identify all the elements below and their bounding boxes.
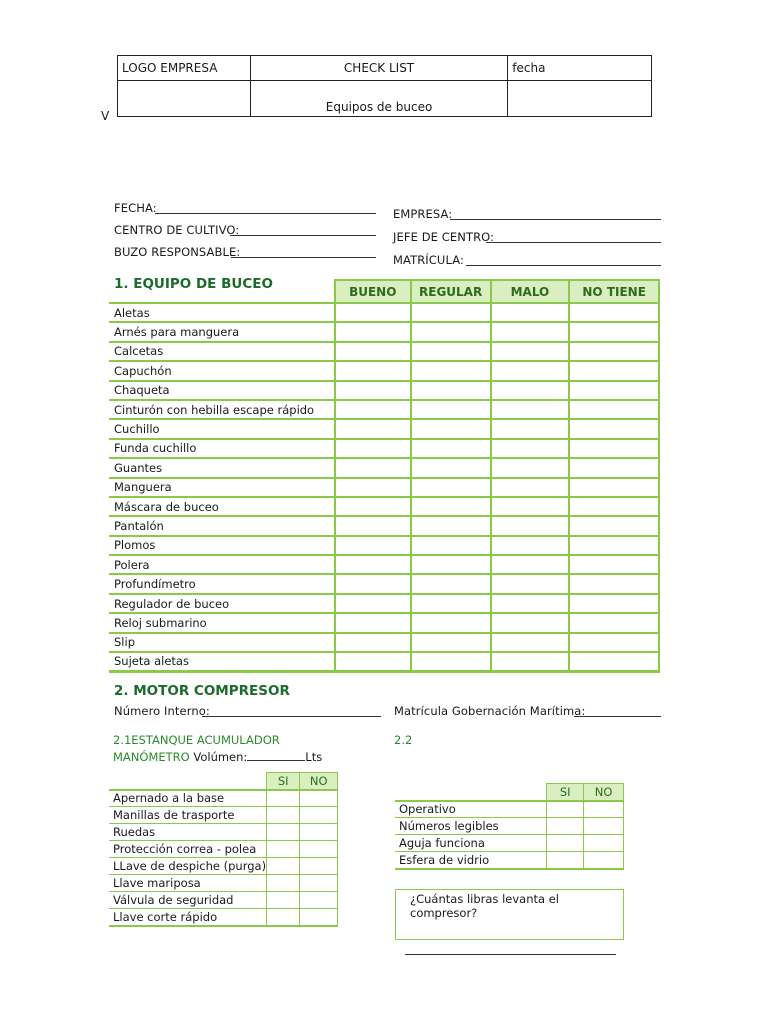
rating-cell[interactable] — [491, 536, 570, 555]
equipment-item-label: Cuchillo — [109, 419, 335, 438]
col-malo: MALO — [491, 280, 570, 303]
table-row — [109, 555, 659, 574]
rating-cell[interactable] — [411, 574, 491, 593]
rating-cell[interactable] — [411, 361, 491, 380]
rating-cell[interactable] — [411, 497, 491, 516]
equipment-item-label: Sujeta aletas — [109, 652, 335, 671]
rating-cell[interactable] — [569, 516, 659, 535]
col-no: NO — [300, 773, 338, 790]
rating-cell[interactable] — [569, 322, 659, 341]
rating-cell[interactable] — [569, 633, 659, 652]
checklist-title: CHECK LIST — [250, 56, 507, 81]
section2-title: 2. MOTOR COMPRESOR — [114, 683, 290, 699]
si-cell[interactable] — [267, 875, 300, 892]
rating-cell[interactable] — [411, 652, 491, 671]
rating-cell[interactable] — [569, 458, 659, 477]
buzo-field[interactable] — [231, 257, 376, 258]
logo-area — [118, 81, 251, 117]
equipment-item-label: Capuchón — [109, 361, 335, 380]
no-cell[interactable] — [584, 852, 624, 869]
centro-label: CENTRO DE CULTIVO: — [114, 223, 240, 237]
no-cell[interactable] — [584, 835, 624, 852]
check-item-label: Llave mariposa — [109, 875, 267, 892]
rating-cell[interactable] — [569, 478, 659, 497]
rating-cell[interactable] — [411, 633, 491, 652]
name-header — [109, 280, 335, 303]
rating-cell[interactable] — [491, 497, 570, 516]
no-cell[interactable] — [300, 807, 338, 824]
rating-cell[interactable] — [569, 342, 659, 361]
rating-cell[interactable] — [335, 303, 411, 322]
table-row — [109, 594, 659, 613]
table-row — [109, 303, 659, 322]
numero-interno-label: Número Interno: — [114, 704, 210, 718]
rating-cell[interactable] — [491, 633, 570, 652]
table-row — [109, 892, 338, 909]
equipment-item-label: Calcetas — [109, 342, 335, 361]
rating-cell[interactable] — [491, 361, 570, 380]
table-row — [109, 858, 338, 875]
matricula-gob-field[interactable] — [574, 716, 661, 717]
table-row — [109, 342, 659, 361]
signature-line[interactable] — [405, 954, 616, 955]
rating-cell[interactable] — [335, 652, 411, 671]
centro-field[interactable] — [230, 235, 376, 236]
col-bueno: BUENO — [335, 280, 411, 303]
table-row — [109, 909, 338, 926]
si-cell[interactable] — [267, 841, 300, 858]
volumen-unit: Lts — [305, 750, 323, 764]
no-cell[interactable] — [300, 875, 338, 892]
equipment-item-label: Aletas — [109, 303, 335, 322]
rating-cell[interactable] — [569, 536, 659, 555]
equipment-item-label: Reloj submarino — [109, 613, 335, 632]
table-row — [109, 381, 659, 400]
rating-cell[interactable] — [491, 458, 570, 477]
equipment-item-label: Funda cuchillo — [109, 439, 335, 458]
rating-cell[interactable] — [335, 342, 411, 361]
check-item-label: LLave de despiche (purga) — [109, 858, 267, 875]
matricula-label: MATRÍCULA: — [393, 253, 464, 267]
no-cell[interactable] — [300, 841, 338, 858]
equipment-table — [109, 279, 660, 673]
rating-cell[interactable] — [335, 594, 411, 613]
rating-cell[interactable] — [491, 400, 570, 419]
equipment-item-label: Manguera — [109, 478, 335, 497]
rating-cell[interactable] — [491, 303, 570, 322]
equipment-item-label: Chaqueta — [109, 381, 335, 400]
rating-cell[interactable] — [491, 322, 570, 341]
table-row — [109, 419, 659, 438]
rating-cell[interactable] — [569, 555, 659, 574]
rating-cell[interactable] — [335, 439, 411, 458]
logo-cell: LOGO EMPRESA — [118, 56, 251, 81]
rating-cell[interactable] — [411, 419, 491, 438]
col-si: SI — [547, 784, 584, 801]
si-cell[interactable] — [547, 835, 584, 852]
table-row — [109, 516, 659, 535]
no-cell[interactable] — [300, 824, 338, 841]
table-row — [109, 400, 659, 419]
volumen-label: Volúmen: — [193, 750, 248, 764]
rating-cell[interactable] — [335, 419, 411, 438]
header-table — [117, 55, 652, 117]
col-si: SI — [267, 773, 300, 790]
rating-cell[interactable] — [411, 536, 491, 555]
check-item-label: Manillas de trasporte — [109, 807, 267, 824]
si-cell[interactable] — [267, 909, 300, 926]
rating-cell[interactable] — [491, 342, 570, 361]
rating-cell[interactable] — [569, 594, 659, 613]
rating-cell[interactable] — [335, 613, 411, 632]
rating-cell[interactable] — [491, 439, 570, 458]
rating-cell[interactable] — [569, 361, 659, 380]
sub21-title: 2.1ESTANQUE ACUMULADOR — [113, 733, 280, 747]
table-row — [395, 852, 624, 869]
fecha-field[interactable] — [155, 213, 376, 214]
table-row — [109, 536, 659, 555]
table-row — [109, 574, 659, 593]
equipment-item-label: Cinturón con hebilla escape rápido — [109, 400, 335, 419]
rating-cell[interactable] — [569, 381, 659, 400]
rating-cell[interactable] — [491, 516, 570, 535]
rating-cell[interactable] — [335, 536, 411, 555]
table-row — [109, 497, 659, 516]
rating-cell[interactable] — [335, 497, 411, 516]
equipment-item-label: Plomos — [109, 536, 335, 555]
equipment-item-label: Profundímetro — [109, 574, 335, 593]
rating-cell[interactable] — [569, 439, 659, 458]
rating-cell[interactable] — [491, 381, 570, 400]
table-row — [109, 478, 659, 497]
equipment-item-label: Slip — [109, 633, 335, 652]
check-item-label: Llave corte rápido — [109, 909, 267, 926]
rating-cell[interactable] — [569, 613, 659, 632]
rating-cell[interactable] — [411, 478, 491, 497]
rating-cell[interactable] — [411, 594, 491, 613]
compressor-question-box[interactable] — [395, 889, 624, 940]
table-row — [395, 801, 624, 818]
check-item-label: Operativo — [395, 801, 547, 818]
no-cell[interactable] — [300, 858, 338, 875]
rating-cell[interactable] — [411, 613, 491, 632]
manometro-label: MANÓMETRO — [113, 750, 190, 764]
col-no: NO — [584, 784, 624, 801]
table-row — [109, 841, 338, 858]
rating-cell[interactable] — [335, 400, 411, 419]
rating-cell[interactable] — [335, 516, 411, 535]
compressor-question: ¿Cuántas libras levanta el compresor? — [410, 892, 559, 920]
rating-cell[interactable] — [411, 381, 491, 400]
rating-cell[interactable] — [411, 342, 491, 361]
table-row — [109, 458, 659, 477]
matricula-gob-label: Matrícula Gobernación Marítima: — [394, 704, 586, 718]
subject-title: Equipos de buceo — [250, 81, 507, 117]
volumen-field[interactable] — [247, 760, 305, 761]
sub22-title: 2.2 — [394, 733, 413, 747]
rating-cell[interactable] — [335, 555, 411, 574]
jefe-field[interactable] — [486, 242, 661, 243]
rating-cell[interactable] — [335, 478, 411, 497]
jefe-label: JEFE DE CENTRO: — [393, 230, 495, 244]
empresa-label: EMPRESA: — [393, 207, 453, 221]
rating-cell[interactable] — [569, 303, 659, 322]
equipment-item-label: Regulador de buceo — [109, 594, 335, 613]
rating-cell[interactable] — [335, 322, 411, 341]
check-item-label: Válvula de seguridad — [109, 892, 267, 909]
check-item-label: Ruedas — [109, 824, 267, 841]
rating-cell[interactable] — [411, 439, 491, 458]
rating-cell[interactable] — [569, 574, 659, 593]
check-item-label: Esfera de vidrio — [395, 852, 547, 869]
rating-cell[interactable] — [491, 478, 570, 497]
col-regular: REGULAR — [411, 280, 491, 303]
check-item-label: Aguja funciona — [395, 835, 547, 852]
si-cell[interactable] — [267, 858, 300, 875]
check-item-label: Números legibles — [395, 818, 547, 835]
table-22 — [395, 783, 624, 870]
table-row — [109, 790, 338, 807]
rating-cell[interactable] — [411, 516, 491, 535]
table-row — [109, 322, 659, 341]
no-cell[interactable] — [300, 892, 338, 909]
date-value-cell[interactable] — [508, 81, 652, 117]
si-cell[interactable] — [267, 824, 300, 841]
rating-cell[interactable] — [491, 419, 570, 438]
rating-cell[interactable] — [491, 594, 570, 613]
equipment-item-label: Pantalón — [109, 516, 335, 535]
rating-cell[interactable] — [411, 303, 491, 322]
margin-mark: V — [101, 109, 110, 123]
table-21 — [109, 772, 338, 927]
table-row — [109, 439, 659, 458]
equipment-item-label: Guantes — [109, 458, 335, 477]
rating-cell[interactable] — [491, 555, 570, 574]
check-item-label: Protección correa - polea — [109, 841, 267, 858]
equipment-item-label: Máscara de buceo — [109, 497, 335, 516]
buzo-label: BUZO RESPONSABLE: — [114, 245, 241, 259]
no-cell[interactable] — [300, 909, 338, 926]
numero-interno-field[interactable] — [202, 716, 381, 717]
rating-cell[interactable] — [411, 322, 491, 341]
si-cell[interactable] — [547, 818, 584, 835]
si-cell[interactable] — [267, 892, 300, 909]
equipment-item-label: Arnés para manguera — [109, 322, 335, 341]
empresa-field[interactable] — [450, 219, 661, 220]
table-row — [109, 652, 659, 671]
rating-cell[interactable] — [411, 555, 491, 574]
si-cell[interactable] — [547, 852, 584, 869]
table-row — [395, 835, 624, 852]
rating-cell[interactable] — [335, 381, 411, 400]
no-cell[interactable] — [584, 818, 624, 835]
check-item-label: Apernado a la base — [109, 790, 267, 807]
table-row — [109, 875, 338, 892]
rating-cell[interactable] — [411, 400, 491, 419]
rating-cell[interactable] — [569, 497, 659, 516]
col-no-tiene: NO TIENE — [569, 280, 659, 303]
rating-cell[interactable] — [569, 652, 659, 671]
no-cell[interactable] — [300, 790, 338, 807]
rating-cell[interactable] — [491, 574, 570, 593]
section1-title: 1. EQUIPO DE BUCEO — [114, 276, 273, 292]
equipment-item-label: Polera — [109, 555, 335, 574]
rating-cell[interactable] — [411, 458, 491, 477]
no-cell[interactable] — [584, 801, 624, 818]
table-row — [109, 824, 338, 841]
table-row — [109, 613, 659, 632]
rating-cell[interactable] — [569, 400, 659, 419]
table-row — [109, 361, 659, 380]
table-row — [109, 807, 338, 824]
si-cell[interactable] — [267, 790, 300, 807]
table-row — [109, 633, 659, 652]
sub21-manometro-line — [113, 750, 322, 764]
rating-cell[interactable] — [491, 652, 570, 671]
rating-cell[interactable] — [335, 574, 411, 593]
rating-cell[interactable] — [335, 458, 411, 477]
matricula-field[interactable] — [466, 265, 661, 266]
rating-cell[interactable] — [569, 419, 659, 438]
si-cell[interactable] — [267, 807, 300, 824]
date-cell[interactable]: fecha — [508, 56, 652, 81]
rating-cell[interactable] — [335, 633, 411, 652]
fecha-label: FECHA: — [114, 201, 157, 215]
rating-cell[interactable] — [491, 613, 570, 632]
table-row — [395, 818, 624, 835]
rating-cell[interactable] — [335, 361, 411, 380]
si-cell[interactable] — [547, 801, 584, 818]
